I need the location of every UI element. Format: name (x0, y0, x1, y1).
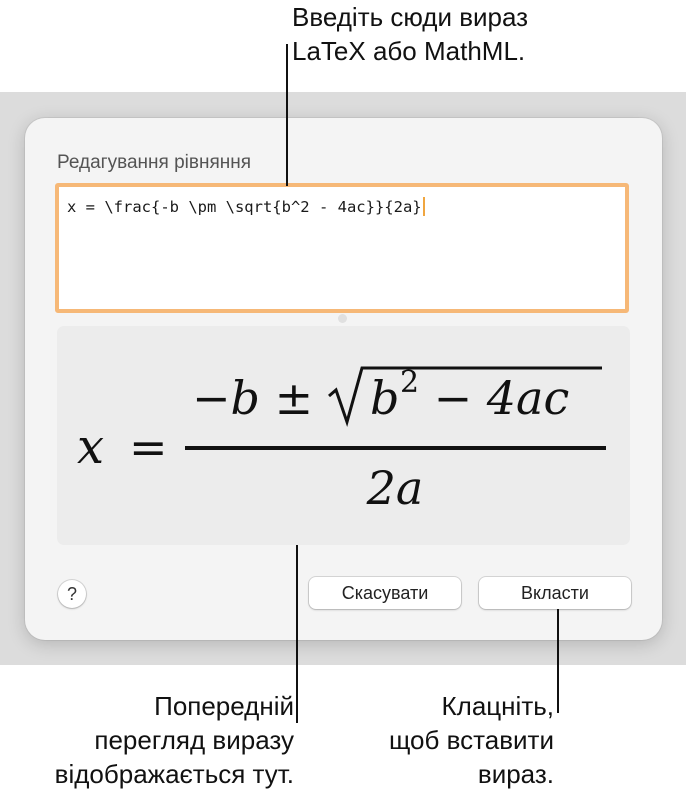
callout-insert-leader (557, 609, 559, 713)
equation-radicand-exponent: 2 (400, 365, 420, 400)
question-mark-icon: ? (66, 584, 77, 604)
splitter-handle-icon[interactable] (338, 314, 347, 323)
equation-numerator-lead: −b ± (192, 371, 314, 425)
callout-insert (389, 690, 554, 791)
insert-button[interactable]: Вкласти (479, 577, 631, 609)
callout-editor-leader (286, 44, 288, 186)
text-caret (423, 197, 425, 216)
equation-radicand-base: b (370, 371, 400, 425)
equation-preview-render (57, 326, 630, 545)
equation-input-text (67, 197, 425, 216)
equation-lhs: x (77, 419, 105, 475)
equation-input[interactable] (55, 183, 629, 313)
equation-denominator: 2a (366, 461, 424, 515)
equation-radicand-rest: − 4ac (419, 371, 570, 425)
callout-insert-line1: Клацніть, (441, 691, 554, 721)
callout-insert-line2: щоб вставити (388, 724, 554, 755)
equation-input-value: x = \frac{-b \pm \sqrt{b^2 - 4ac}}{2a} (67, 198, 422, 216)
callout-preview-line1: Попередній (154, 691, 294, 721)
callout-preview (55, 690, 294, 791)
help-button[interactable] (58, 580, 86, 608)
equation-equals: = (129, 420, 168, 474)
fraction-bar (185, 446, 606, 450)
dialog-title: Редагування рівняння (57, 152, 252, 173)
callout-preview-line3: відображається тут. (54, 758, 294, 789)
callout-editor (292, 1, 528, 69)
callout-preview-leader (296, 545, 298, 723)
cancel-button[interactable]: Скасувати (309, 577, 461, 609)
callout-preview-line2: перегляд виразу (94, 724, 294, 755)
callout-insert-line3: вираз. (477, 758, 554, 789)
callout-editor-line1: Введіть сюди вираз (292, 2, 529, 32)
callout-editor-line2: LaTeX або MathML. (292, 35, 526, 66)
equation-preview (57, 326, 630, 545)
